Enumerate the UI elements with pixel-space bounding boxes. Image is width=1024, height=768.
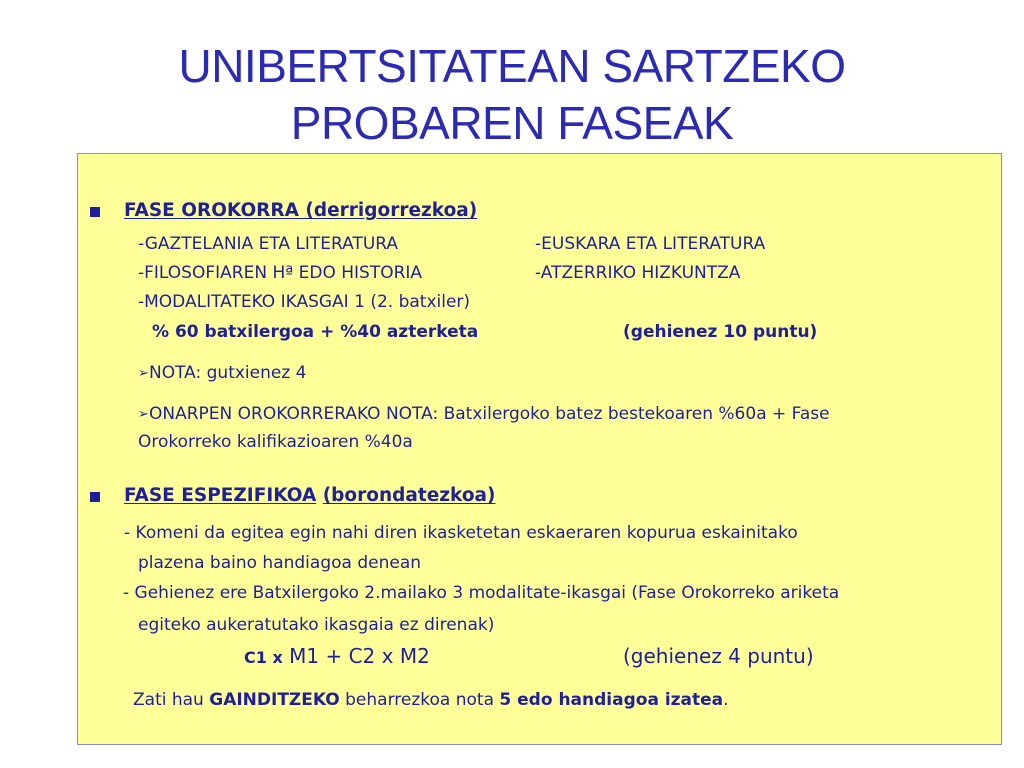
pass-threshold: 5 edo handiagoa izatea [499, 690, 724, 710]
pass-keyword: GAINDITZEKO [209, 690, 340, 710]
espezifikoa-item-2-line-1: - Gehienez ere Batxilergoko 2.mailako 3 modalitate-ikasgai (Fase Orokorreko ariketa [123, 583, 840, 603]
pass-suffix: . [723, 690, 729, 710]
weighting-text: % 60 batxilergoa + %40 azterketa [152, 322, 479, 342]
onarpen-text-2: Orokorreko kalifikazioaren %40a [138, 432, 413, 452]
subject-atzerriko-hizkuntza: -ATZERRIKO HIZKUNTZA [535, 263, 741, 283]
fase-espezifikoa-heading [124, 485, 495, 507]
slide-title-line-2: PROBAREN FASEAK [290, 97, 734, 149]
subject-modalitateko-ikasgaia: -MODALITATEKO IKASGAI 1 (2. batxiler) [138, 292, 471, 312]
espezifikoa-item-1-line-1: - Komeni da egitea egin nahi diren ikasketetan eskaeraren kopurua eskainitako [124, 523, 798, 543]
subject-euskara: -EUSKARA ETA LITERATURA [535, 234, 766, 254]
pass-requirement [133, 689, 729, 711]
fase-espezifikoa-max-points: (gehienez 4 puntu) [623, 644, 814, 668]
subject-gaztelania: -GAZTELANIA ETA LITERATURA [138, 234, 399, 254]
nota-line [138, 362, 306, 385]
subject-filosofia: -FILOSOFIAREN Hª EDO HISTORIA [138, 263, 423, 283]
arrow-bullet-icon: ➢ [138, 366, 149, 381]
espezifikoa-item-2-line-2: egiteko aukeratutako ikasgaia ez direnak) [138, 615, 495, 635]
formula [244, 645, 430, 669]
nota-text: NOTA: gutxienez 4 [149, 363, 307, 383]
formula-coefficient: C1 x [244, 648, 283, 667]
espezifikoa-item-1-line-2: plazena baino handiagoa denean [138, 553, 422, 573]
formula-expression: M1 + C2 x M2 [289, 644, 430, 668]
fase-espezifikoa-qualifier: (borondatezkoa) [322, 485, 496, 506]
fase-orokorra-heading: FASE OROKORRA (derrigorrezkoa) [124, 200, 478, 221]
square-bullet-icon [90, 207, 100, 217]
slide-title-line-1: UNIBERTSITATEAN SARTZEKO [178, 40, 846, 92]
pass-middle: beharrezkoa nota [339, 690, 500, 710]
fase-orokorra-max-points: (gehienez 10 puntu) [623, 322, 818, 342]
onarpen-text-1: ONARPEN OROKORRERAKO NOTA: Batxilergoko batez bestekoaren %60a + Fase [149, 404, 830, 424]
slide-title [0, 38, 1024, 152]
square-bullet-icon [90, 492, 100, 502]
arrow-bullet-icon: ➢ [138, 407, 149, 422]
content-panel [77, 153, 1002, 745]
onarpen-line-1 [138, 403, 830, 426]
pass-prefix: Zati hau [133, 690, 210, 710]
fase-espezifikoa-title: FASE ESPEZIFIKOA [124, 485, 317, 506]
